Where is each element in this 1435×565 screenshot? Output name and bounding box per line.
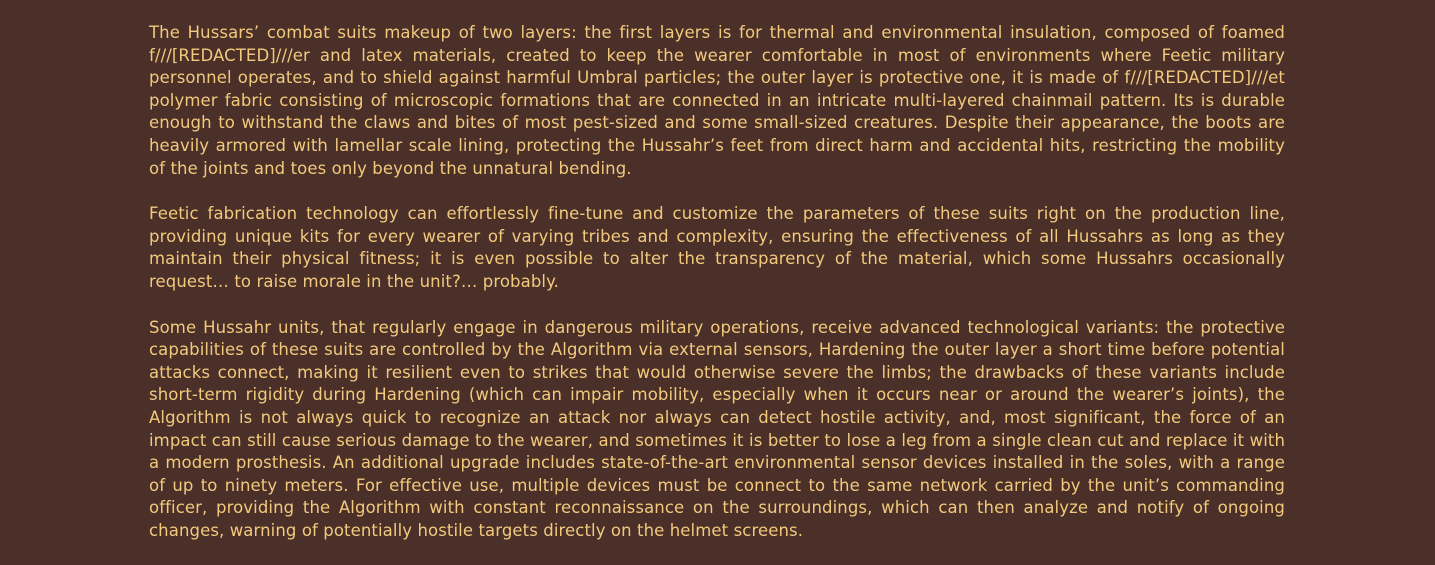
article-body bbox=[149, 0, 1285, 542]
paragraph: Some Hussahr units, that regularly engage in dangerous military operations, receive advanced technological variants: the protective capabilities of these suits are controlled by the Algorithm via external sensors, Hardening the outer layer a short time before potential attacks connect, making it resilient even to strikes that would otherwise severe the limbs; the drawbacks of these variants include short-term rigidity during Hardening (which can impair mobility, especially when it occurs near or around the wearer’s joints), the Algorithm is not always quick to recognize an attack nor always can detect hostile activity, and, most significant, the force of an impact can still cause serious damage to the wearer, and sometimes it is better to lose a leg from a single clean cut and replace it with a modern prosthesis. An additional upgrade includes state-of-the-art environmental sensor devices installed in the soles, with a range of up to ninety meters. For effective use, multiple devices must be connect to the same network carried by the unit’s commanding officer, providing the Algorithm with constant reconnaissance on the surroundings, which can then analyze and notify of ongoing changes, warning of potentially hostile targets directly on the helmet screens. bbox=[149, 317, 1285, 540]
paragraph: Feetic fabrication technology can effortlessly fine-tune and customize the parameters of these suits right on the production line, providing unique kits for every wearer of varying tribes and complexity, ensuring the effectiveness of all Hussahrs as long as they maintain their physical fitness; it is even possible to alter the transparency of the material, which some Hussahrs occasionally request… to raise morale in the unit?… probably. bbox=[149, 204, 1285, 291]
paragraph: The Hussars’ combat suits makeup of two layers: the first layers is for thermal and environmental insulation, composed of foamed f///[REDACTED]///er and latex materials, created to keep the wearer comfortable in most of environments where Feetic military personnel operates, and to shield against harmful Umbral particles; the outer layer is protective one, it is made of f///[REDACTED]///et polymer fabric consisting of microscopic formations that are connected in an intricate multi-layered chainmail pattern. Its is durable enough to withstand the claws and bites of most pest-sized and some small-sized creatures. Despite their appearance, the boots are heavily armored with lamellar scale lining, protecting the Hussahr’s feet from direct harm and accidental hits, restricting the mobility of the joints and toes only beyond the unnatural bending. bbox=[149, 23, 1285, 178]
